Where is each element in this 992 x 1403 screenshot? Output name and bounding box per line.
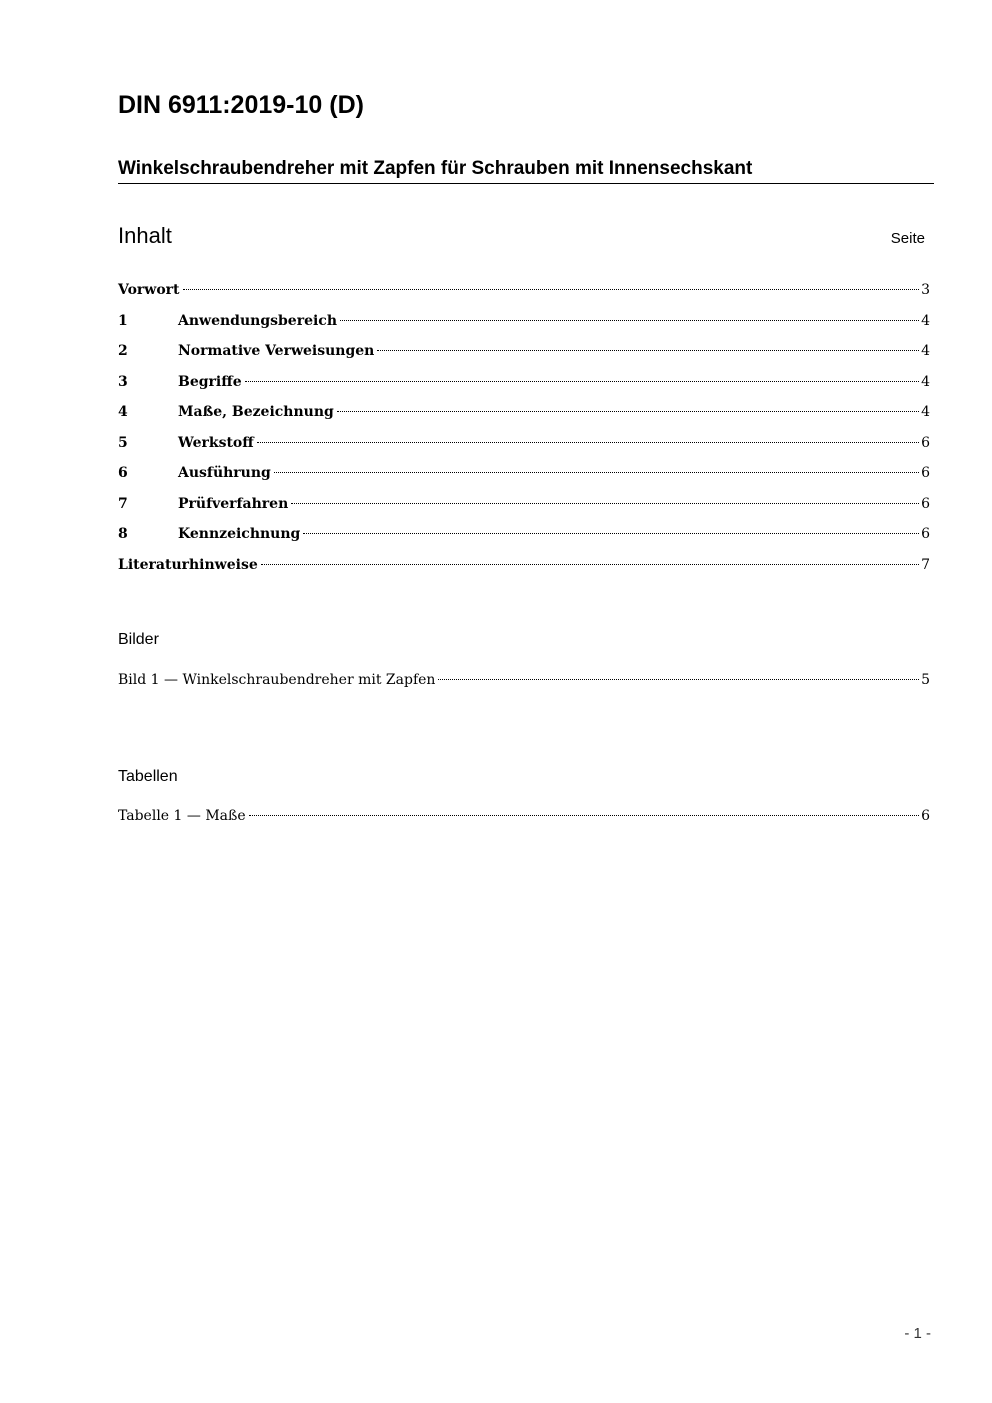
toc-entry-title: Normative Verweisungen <box>178 343 375 359</box>
toc-leader-dots <box>438 679 919 680</box>
toc-entry-kennzeichnung[interactable] <box>118 523 930 554</box>
toc-entry-ausfuehrung[interactable] <box>118 462 930 493</box>
toc-entry-page: 6 <box>921 526 930 542</box>
toc-leader-dots <box>249 815 919 816</box>
toc-entry-title: Prüfverfahren <box>178 495 289 512</box>
figures-list <box>118 669 930 691</box>
toc-entry-page: 7 <box>921 556 930 573</box>
figures-heading: Bilder <box>118 631 159 648</box>
toc-entry-page: 3 <box>921 282 930 298</box>
toc-entry-masse-bezeichnung[interactable] <box>118 401 930 432</box>
toc-leader-dots <box>291 503 919 504</box>
toc-entry-title: Literaturhinweise <box>118 556 258 573</box>
toc-entry-page: 4 <box>921 404 930 420</box>
toc-entry-normative-verweisungen[interactable] <box>118 340 930 371</box>
toc-entry-title: Ausführung <box>178 465 271 481</box>
toc-leader-dots <box>183 289 920 290</box>
table-entry-title: Tabelle 1 — Maße <box>118 808 246 824</box>
document-id: DIN 6911:2019-10 (D) <box>118 91 364 119</box>
toc-entry-title: Kennzeichnung <box>178 526 301 542</box>
toc-entry-number: 2 <box>118 343 128 359</box>
toc-entry-page: 4 <box>921 373 930 390</box>
toc-leader-dots <box>274 472 919 473</box>
page-column-label: Seite <box>890 230 925 247</box>
toc-entry-title: Anwendungsbereich <box>178 312 337 329</box>
toc-entry-begriffe[interactable] <box>118 371 930 402</box>
toc-entry-number: 8 <box>118 526 128 542</box>
toc-entry-literaturhinweise[interactable] <box>118 554 930 585</box>
toc-leader-dots <box>257 442 919 443</box>
page-number: - 1 - <box>904 1325 931 1342</box>
toc-entry-title: Maße, Bezeichnung <box>178 404 334 420</box>
table-entry[interactable] <box>118 805 930 827</box>
toc-leader-dots <box>261 564 919 565</box>
tables-heading: Tabellen <box>118 768 178 785</box>
toc-entry-number: 5 <box>118 434 128 451</box>
toc-entry-number: 1 <box>118 312 128 329</box>
toc-entry-vorwort[interactable] <box>118 279 930 310</box>
toc-entry-werkstoff[interactable] <box>118 432 930 463</box>
toc-entry-page: 6 <box>921 495 930 512</box>
toc-entry-title: Werkstoff <box>178 434 254 451</box>
figure-entry-page: 5 <box>921 672 930 688</box>
toc-leader-dots <box>303 533 919 534</box>
figure-entry[interactable] <box>118 669 930 691</box>
toc-entry-page: 6 <box>921 434 930 451</box>
tables-list <box>118 805 930 827</box>
toc-leader-dots <box>337 411 919 412</box>
document-subtitle: Winkelschraubendreher mit Zapfen für Schrauben mit Innensechskant <box>118 157 934 184</box>
toc-leader-dots <box>377 350 919 351</box>
toc-entry-title: Vorwort <box>118 282 180 298</box>
toc-leader-dots <box>245 381 919 382</box>
table-entry-page: 6 <box>921 808 930 824</box>
toc-heading: Inhalt <box>118 223 172 248</box>
toc-entry-number: 3 <box>118 373 128 390</box>
toc-entry-number: 7 <box>118 495 128 512</box>
toc-entry-number: 4 <box>118 404 128 420</box>
figure-entry-title: Bild 1 — Winkelschraubendreher mit Zapfen <box>118 672 436 688</box>
toc-entry-title: Begriffe <box>178 373 242 390</box>
toc-entry-anwendungsbereich[interactable] <box>118 310 930 341</box>
toc-entry-pruefverfahren[interactable] <box>118 493 930 524</box>
toc-entry-page: 6 <box>921 465 930 481</box>
toc-entry-page: 4 <box>921 343 930 359</box>
toc-list <box>118 279 930 584</box>
toc-entry-number: 6 <box>118 465 128 481</box>
toc-entry-page: 4 <box>921 312 930 329</box>
toc-leader-dots <box>340 320 919 321</box>
